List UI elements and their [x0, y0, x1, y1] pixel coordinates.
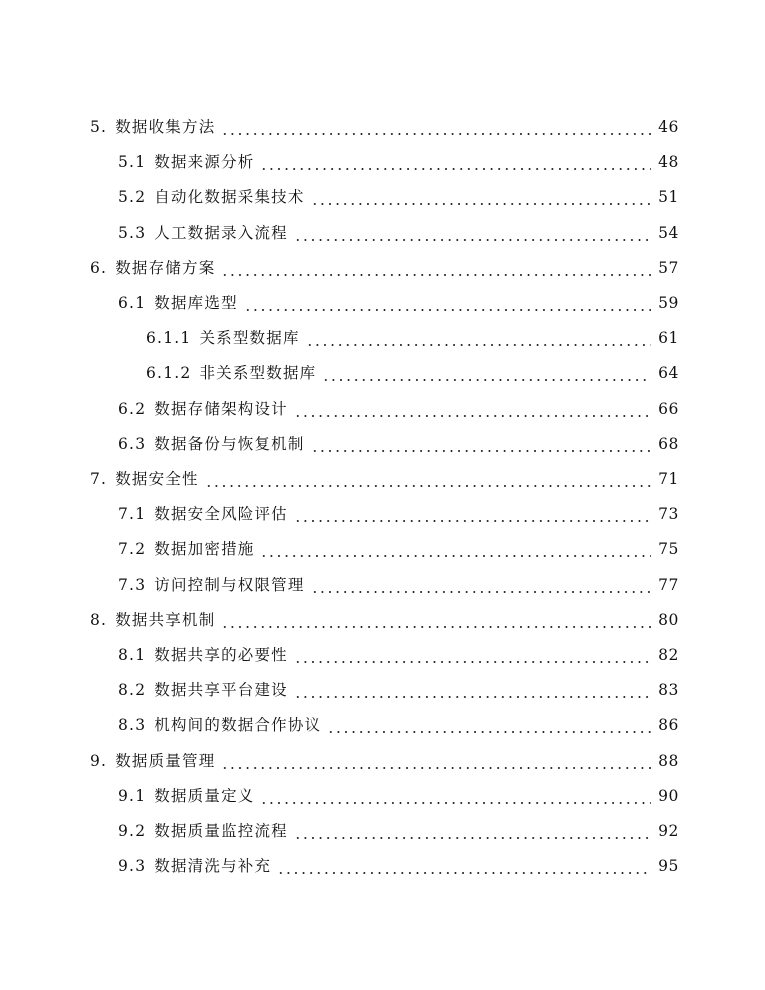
dot-leader: [221, 609, 651, 631]
toc-entry-page-number: 59: [658, 294, 679, 312]
toc-entry-number: 8.3: [118, 716, 147, 735]
dot-leader: [306, 327, 651, 349]
toc-entry-number: 8.2: [118, 681, 147, 700]
toc-entry-page-number: 92: [658, 822, 679, 840]
toc-entry-title: 数据质量监控流程: [154, 822, 288, 840]
toc-entry-number: 6.3: [118, 434, 147, 453]
toc-entry[interactable]: [118, 182, 679, 208]
toc-entry-page-number: 61: [658, 329, 679, 348]
toc-entry-number: 7.: [90, 470, 108, 488]
toc-entry-title: 数据存储方案: [115, 258, 216, 277]
toc-entry[interactable]: [118, 570, 679, 596]
dot-leader: [294, 820, 651, 842]
dot-leader: [260, 151, 651, 173]
toc-entry[interactable]: [118, 851, 679, 877]
dot-leader: [221, 750, 651, 772]
toc-entry-number: 9.2: [118, 822, 147, 840]
dot-leader: [311, 574, 651, 596]
toc-entry-page-number: 66: [658, 399, 679, 418]
toc-entry-title: 机构间的数据合作协议: [154, 716, 322, 735]
toc-entry-page-number: 86: [658, 716, 679, 735]
toc-entry-title: 自动化数据采集技术: [154, 188, 305, 207]
toc-entry-title: 人工数据录入流程: [154, 223, 288, 242]
toc-entry-title: 数据库选型: [154, 294, 238, 312]
toc-entry-page-number: 95: [658, 857, 679, 876]
toc-entry-title: 数据质量管理: [115, 751, 216, 770]
toc-entry-number: 9.: [90, 751, 108, 770]
dot-leader: [294, 644, 651, 666]
toc-entry[interactable]: [118, 394, 679, 420]
toc-entry-page-number: 46: [658, 118, 679, 136]
toc-entry-title: 数据质量定义: [154, 786, 255, 805]
toc-entry-page-number: 90: [658, 786, 679, 805]
toc-entry[interactable]: [118, 534, 679, 560]
toc-entry-number: 6.1.2: [146, 364, 192, 383]
toc-entry-number: 6.1.1: [146, 329, 192, 348]
dot-leader: [260, 785, 651, 807]
toc-entry-number: 5.2: [118, 188, 147, 207]
toc-entry[interactable]: [90, 112, 679, 138]
toc-entry-title: 关系型数据库: [199, 329, 300, 348]
toc-entry[interactable]: [146, 323, 679, 349]
dot-leader: [294, 222, 651, 244]
toc-entry-page-number: 82: [658, 646, 679, 664]
toc-entry[interactable]: [118, 675, 679, 701]
toc-entry-page-number: 77: [658, 575, 679, 594]
dot-leader: [260, 538, 651, 560]
toc-entry-title: 数据安全性: [115, 470, 199, 488]
toc-entry[interactable]: [118, 710, 679, 736]
dot-leader: [205, 468, 651, 490]
dot-leader: [244, 292, 651, 314]
toc-entry-title: 数据共享的必要性: [154, 646, 288, 664]
dot-leader: [311, 186, 651, 208]
toc-entry-title: 数据安全风险评估: [154, 505, 288, 524]
dot-leader: [322, 362, 651, 384]
toc-entry-page-number: 57: [658, 258, 679, 277]
toc-entry-number: 5.1: [118, 153, 147, 172]
toc-entry[interactable]: [118, 147, 679, 173]
toc-entry-page-number: 88: [658, 751, 679, 770]
toc-entry-number: 6.1: [118, 294, 147, 312]
toc-entry-number: 5.3: [118, 223, 147, 242]
toc-entry-number: 6.: [90, 258, 108, 277]
toc-entry-title: 数据存储架构设计: [154, 399, 288, 418]
toc-entry-title: 数据收集方法: [115, 118, 216, 136]
toc-entry[interactable]: [146, 358, 679, 384]
toc-entry-number: 5.: [90, 118, 108, 136]
dot-leader: [221, 116, 651, 138]
dot-leader: [327, 714, 651, 736]
toc-entry-page-number: 83: [658, 681, 679, 700]
toc-entry-number: 9.3: [118, 857, 147, 876]
toc-entry-page-number: 51: [658, 188, 679, 207]
toc-entry-number: 7.1: [118, 505, 147, 524]
toc-entry-title: 数据共享机制: [115, 610, 216, 629]
toc-entry-title: 访问控制与权限管理: [154, 575, 305, 594]
toc-entry-number: 7.2: [118, 540, 147, 559]
toc-entry-page-number: 73: [658, 505, 679, 524]
toc-entry-page-number: 68: [658, 434, 679, 453]
toc-entry-number: 9.1: [118, 786, 147, 805]
toc-entry-number: 8.: [90, 610, 108, 629]
toc-entry-page-number: 75: [658, 540, 679, 559]
toc-entry[interactable]: [90, 464, 679, 490]
toc-entry-page-number: 64: [658, 364, 679, 383]
toc-entry-title: 数据清洗与补充: [154, 857, 272, 876]
toc-entry-number: 7.3: [118, 575, 147, 594]
toc-entry[interactable]: [118, 640, 679, 666]
toc-entry[interactable]: [118, 499, 679, 525]
dot-leader: [221, 257, 651, 279]
toc-entry[interactable]: [118, 781, 679, 807]
toc-entry-title: 数据来源分析: [154, 153, 255, 172]
toc-entry[interactable]: [118, 288, 679, 314]
toc-entry[interactable]: [90, 746, 679, 772]
toc-entry-page-number: 48: [658, 153, 679, 172]
dot-leader: [277, 855, 651, 877]
toc-entry-page-number: 54: [658, 223, 679, 242]
toc-entry-number: 6.2: [118, 399, 147, 418]
toc-entry[interactable]: [90, 253, 679, 279]
toc-entry[interactable]: [118, 429, 679, 455]
toc-entry-title: 非关系型数据库: [199, 364, 317, 383]
dot-leader: [294, 679, 651, 701]
toc-entry[interactable]: [118, 218, 679, 244]
toc-entry[interactable]: [90, 605, 679, 631]
toc-entry[interactable]: [118, 816, 679, 842]
toc-entry-title: 数据加密措施: [154, 540, 255, 559]
toc-entry-page-number: 71: [658, 470, 679, 488]
dot-leader: [294, 398, 651, 420]
toc-entry-page-number: 80: [658, 610, 679, 629]
toc-entry-number: 8.1: [118, 646, 147, 664]
dot-leader: [294, 503, 651, 525]
dot-leader: [311, 433, 651, 455]
toc-entry-title: 数据备份与恢复机制: [154, 434, 305, 453]
toc-entry-title: 数据共享平台建设: [154, 681, 288, 700]
